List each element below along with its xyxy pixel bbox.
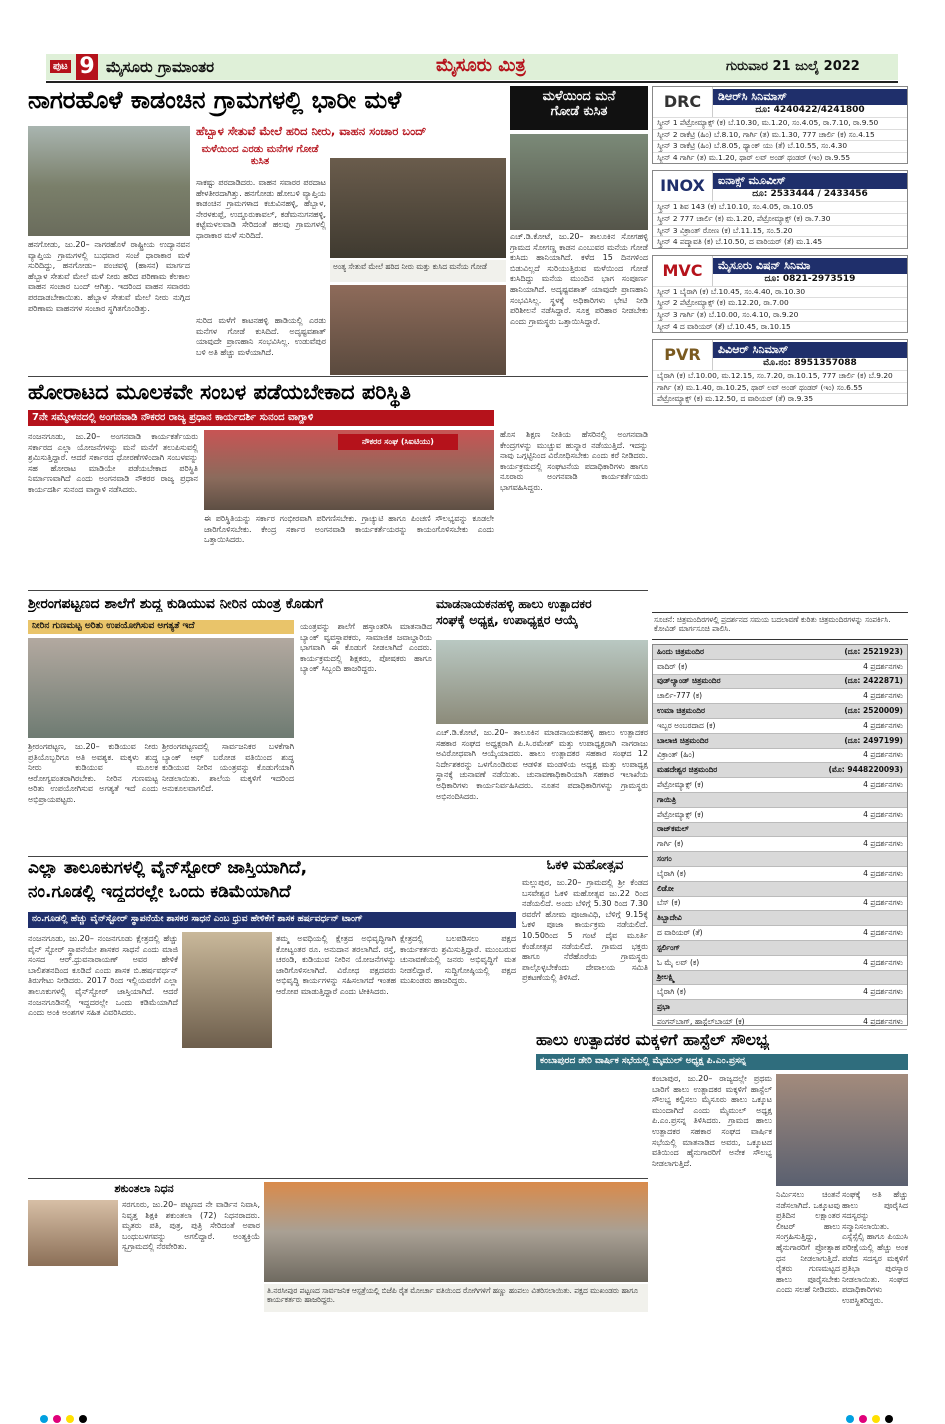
table-row — [653, 823, 907, 838]
showtime-row: ಸ್ಕ್ರೀನ್ 1 ಪೆಟ್ರೋಮ್ಯಾಕ್ಸ್ (ಕ) ಬೆ.10.30, ಮ.1.20, ಸಂ.4.05, ರಾ.7.10, ರಾ.9.50 — [653, 117, 907, 129]
story2-headline-box — [510, 86, 648, 130]
show-count: 4 ಪ್ರದರ್ಶನಗಳು — [863, 809, 903, 819]
theatre-phone: (ದೂ: 2520009) — [844, 706, 903, 716]
table-row — [653, 763, 907, 778]
table-row — [653, 941, 907, 956]
obituary-headline: ಶಕುಂತಲಾ ನಿಧನ — [114, 1182, 174, 1195]
table-row — [653, 971, 907, 986]
story4-body-right: ಯಂತ್ರವನ್ನು ಶಾಲೆಗೆ ಹಸ್ತಾಂತರಿಸಿ ಮಾತನಾಡಿದ ಬ್ಯಾಂಕ್ ವ್ಯವಸ್ಥಾಪಕರು, ಸಾಮಾಜಿಕ ಜವಾಬ್ದಾರಿಯ ಭಾಗವಾಗಿ ಈ ಕೊಡುಗೆ ನೀಡಲಾಗಿದೆ ಎಂದರು. ಕಾರ್ಯಕ್ರಮದಲ್ಲಿ ಶಿಕ್ಷಕರು, ಪೋಷಕರು ಹಾಗೂ ಬ್ಯಾಂಕ್ ಸಿಬ್ಬಂದಿ ಹಾಜರಿದ್ದರು. — [300, 622, 432, 674]
showtime-row: ಸ್ಕ್ರೀನ್ 1 ಶಿವ 143 (ಕ) ಬೆ.10.10, ಸಂ.4.05, ರಾ.10.05 — [653, 201, 907, 213]
story6-headline-line2: ನಂ.ಗೂಡಲ್ಲಿ ಇದ್ದದರಲ್ಲೇ ಒಂದು ಕಡಿಮೆಯಾಗಿದೆ — [28, 882, 291, 902]
table-row — [653, 704, 907, 719]
story7-body: ಮಲ್ಲುಪುರ, ಜು.20– ಗ್ರಾಮದಲ್ಲಿ ಶ್ರೀ ಕೆಂಡದ ಬಸವೇಶ್ವರ ಓಕಳಿ ಮಹೋತ್ಸವ ಜು.22 ರಿಂದ ನಡೆಯಲಿದೆ. ಅಂದು ಬೆಳಿಗ್ಗೆ 5.30 ರಿಂದ 7.30 ರವರೆಗೆ ಹೋಮ ಪೂಜಾವಿಧಿ, ಬೆಳಿಗ್ಗೆ 9.15ಕ್ಕೆ ಓಕಳಿ ಪೂಜಾ ಕಾರ್ಯಕ್ರಮ ನಡೆಯಲಿದೆ. 10.50ರಿಂದ 5 ಗಂಟೆ ದೈವ ಮೂರ್ತಿ ಕೆಂಡೋತ್ಸವ ನಡೆಯಲಿದೆ. ಗ್ರಾಮದ ಭಕ್ತರು ಹಾಗೂ ನೆರೆಹೊರೆಯ ಗ್ರಾಮಸ್ಥರು ಪಾಲ್ಗೊಳ್ಳಬೇಕೆಂದು ದೇವಾಲಯ ಸಮಿತಿ ಪ್ರಕಟಣೆಯಲ್ಲಿ ತಿಳಿಸಿದೆ. — [522, 878, 648, 983]
story1-subhead: ಹೆಬ್ಬಾಳ ಸೇತುವೆ ಮೇಲೆ ಹರಿದ ನೀರು, ವಾಹನ ಸಂಚಾರ ಬಂದ್ — [196, 124, 427, 138]
table-row — [653, 926, 907, 941]
theatre-phone: ದೂ: 2533444 / 2433456 — [752, 189, 868, 200]
story3-body-right: ಹೊಸ ಶಿಕ್ಷಣ ನೀತಿಯ ಹೆಸರಿನಲ್ಲಿ ಅಂಗನವಾಡಿ ಕೇಂದ್ರಗಳನ್ನು ಮುಚ್ಚುವ ಹುನ್ನಾರ ನಡೆಯುತ್ತಿದೆ. ಇದನ್ನು ನಾವು ಒಗ್ಗಟ್ಟಿನಿಂದ ವಿರೋಧಿಸಬೇಕು ಎಂದು ಕರೆ ನೀಡಿದರು. ಕಾರ್ಯಕ್ರಮದಲ್ಲಿ ಸಂಘಟನೆಯ ಪದಾಧಿಕಾರಿಗಳು ಹಾಗೂ ನೂರಾರು ಅಂಗನವಾಡಿ ಕಾರ್ಯಕರ್ತೆಯರು ಭಾಗವಹಿಸಿದ್ದರು. — [500, 430, 648, 492]
movie-title: ಬೆಸ್ (ಕ) — [657, 898, 681, 908]
showtime-row: ಸ್ಕ್ರೀನ್ 3 ರಾಕೆಟ್ರಿ (ಹಿಂ) ಬೆ.8.05, ಥ್ಯಾಂಕ್ ಯು (ತೆ) ಬೆ.10.55, ಸಂ.4.30 — [653, 140, 907, 152]
table-row — [653, 778, 907, 793]
theatre-logo: DRC — [653, 87, 713, 117]
theatre-phone: ದೂ: 4240422/4241800 — [755, 105, 865, 115]
theatre-logo: MVC — [653, 256, 713, 286]
table-row — [653, 645, 907, 660]
show-count: 4 ಪ್ರದರ್ಶನಗಳು — [863, 868, 903, 878]
theatre-name: ಮಹದೇಶ್ವರ ಚಿತ್ರಮಂದಿರ — [657, 765, 718, 775]
hospital-visit-photo — [264, 1182, 648, 1282]
table-row — [653, 852, 907, 867]
story8-headline: ಹಾಲು ಉತ್ಪಾದಕರ ಮಕ್ಕಳಿಗೆ ಹಾಸ್ಟೆಲ್ ಸೌಲಭ್ಯ — [536, 1030, 770, 1049]
story2-body: ಎಚ್.ಡಿ.ಕೋಟೆ, ಜು.20– ತಾಲೂಕಿನ ಸೋಗಹಳ್ಳಿ ಗ್ರಾಮದ ಸೋಗಣ್ಣ ಕಾಡನ ಎಂಬುವರ ಮನೆಯ ಗೋಡೆ ಕುಸಿದು ಹಾನಿಯಾಗಿದೆ. ಕಳೆದ 15 ದಿನಗಳಿಂದ ಬಿಡುವಿಲ್ಲದೆ ಸುರಿಯುತ್ತಿರುವ ಮಳೆಯಿಂದ ಗೋಡೆ ಕುಸಿದಿದ್ದು ಮನೆಯ ಮುಂದಿನ ಭಾಗ ಸಂಪೂರ್ಣ ಹಾನಿಯಾಗಿದೆ. ಅದೃಷ್ಟವಶಾತ್ ಯಾವುದೇ ಪ್ರಾಣಹಾನಿ ಸಂಭವಿಸಿಲ್ಲ. ಸ್ಥಳಕ್ಕೆ ಅಧಿಕಾರಿಗಳು ಭೇಟಿ ನೀಡಿ ಪರಿಶೀಲನೆ ನಡೆಸಿದ್ದಾರೆ. ಸೂಕ್ತ ಪರಿಹಾರ ನೀಡಬೇಕು ಎಂದು ಗ್ರಾಮಸ್ಥರು ಒತ್ತಾಯಿಸಿದ್ದಾರೆ. — [510, 232, 648, 326]
theatre-name: ಐನಾಕ್ಸ್ ಮೂವೀಸ್ — [713, 173, 907, 189]
obituary-body: ಸರಗೂರು, ಜು.20– ಪಟ್ಟಣದ ನೇ ವಾರ್ಡಿನ ನಿವಾಸಿ, ನಿವೃತ್ತ ಶಿಕ್ಷಕಿ ಶಕುಂತಲಾ (72) ನಿಧನರಾದರು. ಮೃತರು ಪತಿ, ಪುತ್ರ, ಪುತ್ರಿ ಸೇರಿದಂತೆ ಅಪಾರ ಬಂಧುಬಳಗವನ್ನು ಅಗಲಿದ್ದಾರೆ. ಅಂತ್ಯಕ್ರಿಯೆ ಸ್ವಗ್ರಾಮದಲ್ಲಿ ನೆರವೇರಿತು. — [122, 1200, 260, 1252]
story5-body: ಎಚ್.ಡಿ.ಕೋಟೆ, ಜು.20– ತಾಲೂಕಿನ ಮಾಡನಾಯಕನಹಳ್ಳಿ ಹಾಲು ಉತ್ಪಾದಕರ ಸಹಕಾರ ಸಂಘದ ಅಧ್ಯಕ್ಷರಾಗಿ ಪಿ.ಸಿ.ರಮೇಶ್ ಮತ್ತು ಉಪಾಧ್ಯಕ್ಷರಾಗಿ ನಾಗರಾಜು ಅವಿರೋಧವಾಗಿ ಆಯ್ಕೆಯಾದರು. ಹಾಲು ಉತ್ಪಾದಕರ ಸಹಕಾರ ಸಂಘದ 12 ನಿರ್ದೇಶಕರನ್ನು ಒಳಗೊಂಡಿರುವ ಆಡಳಿತ ಮಂಡಳಿಯ ಅಧ್ಯಕ್ಷ ಮತ್ತು ಉಪಾಧ್ಯಕ್ಷ ಸ್ಥಾನಕ್ಕೆ ಚುನಾವಣೆ ನಡೆಯಿತು. ಚುನಾವಣಾಧಿಕಾರಿಯಾಗಿ ಸಹಕಾರ ಇಲಾಖೆಯ ಅಧಿಕಾರಿಗಳು ಕಾರ್ಯನಿರ್ವಹಿಸಿದರು. ನೂತನ ಪದಾಧಿಕಾರಿಗಳನ್ನು ಗ್ರಾಮಸ್ಥರು ಅಭಿನಂದಿಸಿದರು. — [436, 728, 648, 801]
show-count: 4 ಪ್ರದರ್ಶನಗಳು — [863, 750, 903, 760]
movie-title: ದ ವಾರಿಯರ್ (ತೆ) — [657, 928, 703, 938]
story4-subhead: ನೀರಿನ ಗುಣಮಟ್ಟ ಅರಿತು ಉಪಯೋಗಿಸುವ ಅಗತ್ಯತೆ ಇದೆ — [28, 620, 294, 634]
theatre-name: ಪ್ರಭಾ — [657, 1002, 670, 1012]
story9-caption: ತಿ.ನರಸೀಪುರ ಪಟ್ಟಣದ ಸಾರ್ವಜನಿಕ ಆಸ್ಪತ್ರೆಯಲ್ಲಿ ಬಿಜೆಪಿ ರೈತ ಮೋರ್ಚಾ ವತಿಯಿಂದ ರೋಗಿಗಳಿಗೆ ಹಣ್ಣು ಹಂಪಲು ವಿತರಿಸಲಾಯಿತು. ಪಕ್ಷದ ಮುಖಂಡರು ಹಾಗೂ ಕಾರ್ಯಕರ್ತರು ಹಾಜರಿದ್ದರು. — [264, 1284, 648, 1312]
showtime-row: ಸ್ಕ್ರೀನ್ 2 777 ಚಾರ್ಲಿ (ಕ) ಮ.1.20, ಪೆಟ್ರೋಮ್ಯಾಕ್ಸ್ (ಕ) ರಾ.7.30 — [653, 213, 907, 225]
divider — [28, 856, 648, 857]
story1-headline: ನಾಗರಹೊಳೆ ಕಾಡಂಚಿನ ಗ್ರಾಮಗಳಲ್ಲಿ ಭಾರೀ ಮಳೆ — [28, 86, 402, 114]
story5-headline-line2: ಸಂಘಕ್ಕೆ ಅಧ್ಯಕ್ಷ, ಉಪಾಧ್ಯಕ್ಷರ ಆಯ್ಕೆ — [436, 612, 579, 627]
movie-title: ಚಾರ್ಲಿ-777 (ಕ) — [657, 691, 703, 701]
theatre-phone: ಮೊ.ನಂ: 8951357088 — [763, 358, 857, 369]
show-count: 4 ಪ್ರದರ್ಶನಗಳು — [863, 720, 903, 730]
theatre-phone: (ಮೊ: 9448220093) — [828, 765, 903, 775]
collapsed-house-photo-2 — [330, 285, 506, 375]
story7-headline: ಓಕಳಿ ಮಹೋತ್ಸವ — [546, 858, 624, 873]
showtime-row: ಸ್ಕ್ರೀನ್ 1 ಬೈರಾಗಿ (ಕ) ಬೆ.10.45, ಸಂ.4.40, ರಾ.10.30 — [653, 286, 907, 298]
story1-photo-caption: ಅಂತ್ಯ ಸೇತುವೆ ಮೇಲೆ ಹರಿದ ನೀರು ಮತ್ತು ಕುಸಿದ ಮನೆಯ ಗೋಡೆ — [330, 260, 506, 282]
showtime-row: ಸ್ಕ್ರೀನ್ 3 ವಿಕ್ರಾಂತ್ ರೋಣ (ಕ) ಬೆ.11.15, ಸಂ.5.20 — [653, 225, 907, 237]
divider — [28, 590, 648, 591]
story3-headline: ಹೋರಾಟದ ಮೂಲಕವೇ ಸಂಬಳ ಪಡೆಯಬೇಕಾದ ಪರಿಸ್ಥಿತಿ — [28, 380, 411, 404]
theatre-name: ಮೈಸೂರು ವಿಷನ್ ಸಿನಿಮಾ — [713, 258, 907, 274]
theatre-phone: (ದೂ: 2422871) — [844, 676, 903, 686]
story8-body-mid: ನಿರ್ಮಿಸಲು ಚಿಂತನೆ ನಡೆಸಲಾಗಿದೆ. ಒಕ್ಕೂಟವು ಪ್ರತಿದಿನ ಲಕ್ಷಾಂತರ ಲೀಟರ್ ಹಾಲು ಸಂಗ್ರಹಿಸುತ್ತಿದ್ದು, ಹೈನುಗಾರರಿಗೆ ಪ್ರೋತ್ಸಾಹ ಧನ ನೀಡಲಾಗುತ್ತಿದೆ. ರೈತರು ಗುಣಮಟ್ಟದ ಹಾಲು ಪೂರೈಸಬೇಕು ಎಂದು ಸಲಹೆ ನೀಡಿದರು. — [776, 1190, 840, 1295]
divider — [28, 1178, 648, 1179]
table-row — [653, 1015, 907, 1030]
showtime-row: ಸ್ಕ್ರೀನ್ 4 ದ ವಾರಿಯರ್ (ತೆ) ಬೆ.10.45, ರಾ.10.15 — [653, 321, 907, 333]
story3-body-mid: ಈ ಪರಿಸ್ಥಿತಿಯನ್ನು ಸರ್ಕಾರ ಗಂಭೀರವಾಗಿ ಪರಿಗಣಿಸಬೇಕು. ಗ್ರಾಚ್ಯುಟಿ ಹಾಗೂ ಪಿಂಚಣಿ ಸೌಲಭ್ಯವನ್ನು ಕೂಡಲೇ ಜಾರಿಗೊಳಿಸಬೇಕು. ಕೇಂದ್ರ ಸರ್ಕಾರ ಅಂಗನವಾಡಿ ಕಾರ್ಯಕರ್ತೆಯರನ್ನು ಕಾಯಂಗೊಳಿಸಬೇಕು ಎಂದು ಒತ್ತಾಯಿಸಿದರು. — [204, 514, 494, 545]
table-row — [653, 689, 907, 704]
story6-body-right: ಕ್ಷೇತ್ರದಲ್ಲಿ ಬಲಪಡಿಸಲು ಪಕ್ಷದ ಕಾರ್ಯಕರ್ತರು ಶ್ರಮಿಸುತ್ತಿದ್ದಾರೆ. ಮುಂಬರುವ ಚುನಾವಣೆಯಲ್ಲಿ ಜನರು ಅಭಿವೃದ್ಧಿಗೆ ಮತ ನೀಡಲಿದ್ದಾರೆ. ಸುದ್ದಿಗೋಷ್ಠಿಯಲ್ಲಿ ಪಕ್ಷದ ಮುಖಂಡರು ಹಾಜರಿದ್ದರು. — [400, 934, 516, 986]
showtime-row: ಸ್ಕ್ರೀನ್ 2 ಪೆಟ್ರೋಮ್ಯಾಕ್ಸ್ (ಕ) ಮ.12.20, ರಾ.7.00 — [653, 297, 907, 309]
table-row — [653, 808, 907, 823]
story1-body-mid: ಸಾಕಷ್ಟು ಪರದಾಡಿದರು. ವಾಹನ ಸವಾರರ ಪರದಾಟ ಹೇಳತೀರದಾಗಿತ್ತು. ಹನಗೋಡು ಹೋಬಳಿ ವ್ಯಾಪ್ತಿಯ ಕಾಡಂಚಿನ ಗ್ರಾಮಗಳಾದ ಕಚುವಿನಹಳ್ಳಿ, ಹೆಬ್ಬಾಳ, ನೇರಳಕುಪ್ಪೆ, ಉದ್ದೂರುಕಾವಲ್, ಕಡೆಮನುಗನಹಳ್ಳಿ, ಕಟ್ಟೆಮಳಲವಾಡಿ ಸೇರಿದಂತೆ ಹಲವು ಗ್ರಾಮಗಳಲ್ಲಿ ಧಾರಾಕಾರ ಮಳೆ ಸುರಿದಿದೆ. — [196, 178, 326, 240]
theatre-name: ತಿಬ್ಬಾದೇವಿ — [657, 913, 682, 923]
show-count: 4 ಪ್ರದರ್ಶನಗಳು — [863, 691, 903, 701]
table-row — [653, 719, 907, 734]
show-count: 4 ಪ್ರದರ್ಶನಗಳು — [863, 898, 903, 908]
story3-body-left: ನಂಜನಗೂಡು, ಜು.20– ಅಂಗನವಾಡಿ ಕಾರ್ಯಕರ್ತೆಯರು ಸರ್ಕಾರದ ಎಲ್ಲಾ ಯೋಜನೆಗಳನ್ನು ಮನೆ ಮನೆಗೆ ತಲುಪಿಸುವಲ್ಲಿ ಶ್ರಮಿಸುತ್ತಿದ್ದಾರೆ. ಆದರೆ ಸರ್ಕಾರದ ಧೋರಣೆಗಳಿಂದಾಗಿ ಸಂಬಳವನ್ನು ಸಹ ಹೋರಾಟ ಮಾಡಿಯೇ ಪಡೆಯಬೇಕಾದ ಪರಿಸ್ಥಿತಿ ನಿರ್ಮಾಣವಾಗಿದೆ ಎಂದು ಅಂಗನವಾಡಿ ನೌಕರರ ರಾಜ್ಯ ಪ್ರಧಾನ ಕಾರ್ಯದರ್ಶಿ ಸುನಂದ ವಾಗ್ದಾಳಿ ನಡೆಸಿದರು. — [28, 432, 198, 494]
edition-date: ಗುರುವಾರ 21 ಜುಲೈ 2022 — [726, 59, 860, 74]
theatre-name: ಸ್ಟರ್ಲಿಂಗ್ — [657, 942, 680, 952]
collapsed-house-photo-1 — [330, 158, 506, 258]
movie-title: ಪಂಗನ್‌ಬಾಗ್, ಹಾಸ್ಟೆಲ್‌ಬಾಯ್ (ಕ) — [657, 1016, 745, 1026]
table-row — [653, 867, 907, 882]
showtime-row: ಸ್ಕ್ರೀನ್ 4 ಗಾರ್ಗಿ (ತ) ಮ.1.20, ಥಾರ್ ಲವ್ ಅಂಡ್ ಥಂಡರ್ (ಇಂ) ರಾ.9.55 — [653, 152, 907, 164]
table-row — [653, 911, 907, 926]
theatre-header — [653, 340, 907, 370]
theatre-header — [653, 256, 907, 286]
house-collapse-photo — [510, 134, 648, 230]
movie-title: ವಾದಿರ್ (ಕ) — [657, 661, 688, 671]
movie-title: ಬೈರಾಗಿ (ಕ) — [657, 987, 687, 997]
theatre-block — [652, 255, 908, 333]
story6-subhead: ನಂ.ಗೂಡಲ್ಲಿ ಹೆಚ್ಚು ವೈನ್‌ಸ್ಟೋರ್ ಸ್ಥಾಪನೆಯೇ ಶಾಸಕರ ಸಾಧನೆ ಎಂಬ ಧ್ರುವ ಹೇಳಿಕೆಗೆ ಶಾಸಕ ಹರ್ಷವರ್ಧನ್ ಟಾಂಗ್ — [28, 912, 516, 928]
showtime-row: ಗಾರ್ಗಿ (ತ) ಮ.1.40, ರಾ.10.25, ಥಾರ್ ಲವ್ ಅಂಡ್ ಥಂಡರ್ (ಇಂ) ಸಂ.6.55 — [653, 382, 907, 394]
movie-title: ಪೆಟ್ರೋಮ್ಯಾಕ್ಸ್ (ಕ) — [657, 809, 704, 819]
story3-subhead: 7ನೇ ಸಮ್ಮೇಳನದಲ್ಲಿ ಅಂಗನವಾಡಿ ನೌಕರರ ರಾಜ್ಯ ಪ್ರಧಾನ ಕಾರ್ಯದರ್ಶಿ ಸುನಂದ ವಾಗ್ದಾಳಿ — [28, 410, 494, 426]
show-count: 4 ಪ್ರದರ್ಶನಗಳು — [863, 1016, 903, 1026]
story8-body-right: ಸಂಘಕ್ಕೆ ಅತಿ ಹೆಚ್ಚು ಹಾಲು ಪೂರೈಸಿದ ಸದಸ್ಯರನ್ನು ಸನ್ಮಾನಿಸಲಾಯಿತು. ಎಸ್ಸೆಸ್ಸೆಲ್ಸಿ ಹಾಗೂ ಪಿಯುಸಿ ಪರೀಕ್ಷೆಯಲ್ಲಿ ಹೆಚ್ಚು ಅಂಕ ಪಡೆದ ಸದಸ್ಯರ ಮಕ್ಕಳಿಗೆ ಪ್ರತಿಭಾ ಪುರಸ್ಕಾರ ನೀಡಲಾಯಿತು. ಸಂಘದ ಪದಾಧಿಕಾರಿಗಳು ಉಪಸ್ಥಿತರಿದ್ದರು. — [842, 1190, 908, 1305]
theatre-name: ಹಿಂದು ಚಿತ್ರಮಂದಿರ — [657, 646, 704, 656]
registration-marks — [846, 1408, 906, 1418]
theatre-name: ಪಿವಿಆರ್ ಸಿನಿಮಾಸ್ — [713, 342, 907, 358]
story4-body-left: ಶ್ರೀರಂಗಪಟ್ಟಣ, ಜು.20– ಕುಡಿಯುವ ನೀರು ಪ್ರತಿಯೊಬ್ಬರಿಗೂ ಅತಿ ಅವಶ್ಯಕ. ಮಕ್ಕಳು ಶುದ್ಧ ನೀರು ಕುಡಿಯುವ ಮೂಲಕ ಆರೋಗ್ಯವಂತರಾಗಿರಬೇಕು. ನೀರಿನ ಗುಣಮಟ್ಟ ಅರಿತು ಉಪಯೋಗಿಸುವ ಅಗತ್ಯತೆ ಇದೆ ಎಂದು ಅಭಿಪ್ರಾಯಪಟ್ಟರು. — [28, 742, 158, 804]
story1-body-left: ಹನಗೋಡು, ಜು.20– ನಾಗರಹೊಳೆ ರಾಷ್ಟ್ರೀಯ ಉದ್ಯಾನವನ ವ್ಯಾಪ್ತಿಯ ಗ್ರಾಮಗಳಲ್ಲಿ ಬುಧವಾರ ಸಂಜೆ ಧಾರಾಕಾರ ಮಳೆ ಸುರಿದಿದ್ದು, ಹನಗೋಡು– ಪಂಚವಳ್ಳಿ (ಹಾಸನ) ಮಾರ್ಗದ ಹೆಬ್ಬಾಳ ಸೇತುವೆ ಮೇಲೆ ಮಳೆ ನೀರು ಹರಿದ ಪರಿಣಾಮ ಕೆಲಕಾಲ ವಾಹನ ಸಂಚಾರ ಬಂದ್ ಆಗಿತ್ತು. ಇದರಿಂದ ವಾಹನ ಸವಾರರು ಪರದಾಡಬೇಕಾಯಿತು. ಹೆಬ್ಬಾಳ ಸೇತುವೆ ಮೇಲೆ ನೀರು ನುಗ್ಗಿದ ಪರಿಣಾಮ ವಾಹನಗಳ ಸಂಚಾರ ಸ್ಥಗಿತಗೊಂಡಿತ್ತು. — [28, 240, 190, 313]
meeting-banner: ನೌಕರರ ಸಂಘ (ಸಿಐಟಿಯು) — [338, 434, 458, 450]
section-name: ಮೈಸೂರು ಗ್ರಾಮಾಂತರ — [106, 58, 215, 76]
cinema-note: ಸೂಚನೆ: ಚಿತ್ರಮಂದಿರಗಳಲ್ಲಿ ಪ್ರದರ್ಶನದ ಸಮಯ ಬದಲಾವಣೆ ಕುರಿತು ಚಿತ್ರಮಂದಿರಗಳನ್ನು ಸಂಪರ್ಕಿಸಿ. ಕೋವಿಡ್ ಮಾರ್ಗಸೂಚಿ ಪಾಲಿಸಿ. — [652, 612, 908, 640]
theatre-table — [652, 644, 908, 1026]
theatre-logo: PVR — [653, 340, 713, 370]
story1-inset-title: ಮಳೆಯಿಂದ ಎರಡು ಮನೆಗಳ ಗೋಡೆ ಕುಸಿತ — [201, 144, 319, 167]
table-row — [653, 956, 907, 971]
movie-title: ಇಬ್ಬರ ಅಂಬರದಾದ (ಕ) — [657, 720, 716, 730]
show-count: 4 ಪ್ರದರ್ಶನಗಳು — [863, 928, 903, 938]
showtime-row: ಬೈರಾಗಿ (ಕ) ಬೆ.10.00, ಮ.12.15, ಸಂ.7.20, ರಾ.10.15, 777 ಚಾರ್ಲಿ (ಕ) ಬೆ.9.20 — [653, 370, 907, 382]
masthead-rule — [46, 81, 898, 83]
movie-title: ಗಾರ್ಗಿ (ಕ) — [657, 839, 684, 849]
milk-society-photo — [436, 640, 648, 724]
table-row — [653, 882, 907, 897]
movie-title: ಪೆಟ್ರೋಮ್ಯಾಕ್ಸ್ (ಕ) — [657, 780, 704, 790]
showtime-row: ಸ್ಕ್ರೀನ್ 4 ಪದ್ಮಾವತಿ (ಕ) ಬೆ.10.50, ದ ವಾರಿಯರ್ (ತೆ) ಮ.1.45 — [653, 236, 907, 248]
page-label: ಪುಟ — [50, 60, 71, 73]
show-count: 4 ಪ್ರದರ್ಶನಗಳು — [863, 661, 903, 671]
story5-headline-line1: ಮಾಡನಾಯಕನಹಳ್ಳಿ ಹಾಲು ಉತ್ಪಾದಕರ — [436, 596, 592, 611]
story8-body-left: ಕಂಬಾಪುರ, ಜು.20– ರಾಜ್ಯದಲ್ಲೇ ಪ್ರಥಮ ಬಾರಿಗೆ ಹಾಲು ಉತ್ಪಾದಕರ ಮಕ್ಕಳಿಗೆ ಹಾಸ್ಟೆಲ್ ಸೌಲಭ್ಯ ಕಲ್ಪಿಸಲು ಮೈಸೂರು ಹಾಲು ಒಕ್ಕೂಟ ಮುಂದಾಗಿದೆ ಎಂದು ಮೈಮುಲ್ ಅಧ್ಯಕ್ಷ ಪಿ.ಎಂ.ಪ್ರಸನ್ನ ತಿಳಿಸಿದರು. ಗ್ರಾಮದ ಹಾಲು ಉತ್ಪಾದಕರ ಸಹಕಾರ ಸಂಘದ ವಾರ್ಷಿಕ ಸಭೆಯಲ್ಲಿ ಮಾತನಾಡಿದ ಅವರು, ಒಕ್ಕೂಟದ ವತಿಯಿಂದ ಹೈನುಗಾರರಿಗೆ ಅನೇಕ ಸೌಲಭ್ಯ ನೀಡಲಾಗುತ್ತಿದೆ. — [652, 1074, 772, 1168]
paper-name: ಮೈಸೂರು ಮಿತ್ರ — [436, 55, 526, 76]
show-count: 4 ಪ್ರದರ್ಶನಗಳು — [863, 987, 903, 997]
anganwadi-meeting-photo — [204, 430, 494, 510]
page-number: 9 — [76, 54, 98, 80]
masthead — [46, 54, 898, 80]
theatre-name: ಶ್ರೀಲಕ್ಷ್ಮಿ — [657, 972, 675, 982]
theatre-name: ಉಮಾ ಚಿತ್ರಮಂದಿರ — [657, 706, 705, 716]
story6-body-mid: ತಮ್ಮ ಅವಧಿಯಲ್ಲಿ ಕ್ಷೇತ್ರದ ಅಭಿವೃದ್ಧಿಗಾಗಿ ಕೋಟ್ಯಂತರ ರೂ. ಅನುದಾನ ತರಲಾಗಿದೆ. ರಸ್ತೆ, ಚರಂಡಿ, ಕುಡಿಯುವ ನೀರಿನ ಯೋಜನೆಗಳನ್ನು ಜಾರಿಗೊಳಿಸಲಾಗಿದೆ. ವಿರೋಧ ಪಕ್ಷದವರು ಅಭಿವೃದ್ಧಿ ಕಾರ್ಯಗಳನ್ನು ಸಹಿಸಲಾಗದೆ ಇಂತಹ ಆರೋಪ ಮಾಡುತ್ತಿದ್ದಾರೆ ಎಂದು ಟೀಕಿಸಿದರು. — [276, 934, 396, 996]
movie-title: ಓ ಮೈ ಲವ್ (ಕ) — [657, 957, 700, 967]
theatre-block — [652, 86, 908, 164]
showtime-row: ಸ್ಕ್ರೀನ್ 2 ರಾಕೆಟ್ರಿ (ಹಿಂ) ಬೆ.8.10, ಗಾರ್ಗಿ (ತ) ಮ.1.30, 777 ಚಾರ್ಲಿ (ಕ) ಸಂ.4.15 — [653, 129, 907, 141]
obituary-photo — [28, 1200, 118, 1266]
movie-title: ಬೈರಾಗಿ (ಕ) — [657, 868, 687, 878]
theatre-phone: (ದೂ: 2497199) — [844, 735, 903, 745]
table-row — [653, 675, 907, 690]
showtime-row: ಸ್ಕ್ರೀನ್ 3 ಗಾರ್ಗಿ (ತ) ಬೆ.10.00, ಸಂ.4.10, ರಾ.9.20 — [653, 309, 907, 321]
table-row — [653, 660, 907, 675]
theatre-name: ವುಡ್‌ಲ್ಯಾಂಡ್ ಚಿತ್ರಮಂದಿರ — [657, 676, 721, 686]
story4-headline: ಶ್ರೀರಂಗಪಟ್ಟಣದ ಶಾಲೆಗೆ ಶುದ್ಧ ಕುಡಿಯುವ ನೀರಿನ ಯಂತ್ರ ಕೊಡುಗೆ — [28, 596, 324, 612]
theatre-name: ಸಂಗಂ — [657, 854, 672, 864]
table-row — [653, 837, 907, 852]
theatre-name: ಲಿಡೋ — [657, 883, 674, 893]
table-row — [653, 749, 907, 764]
theatre-block — [652, 339, 908, 406]
show-count: 4 ಪ್ರದರ್ಶನಗಳು — [863, 839, 903, 849]
table-row — [653, 985, 907, 1000]
story8-subhead: ಕಂಬಾಪುರದ ಡೇರಿ ವಾರ್ಷಿಕ ಸಭೆಯಲ್ಲಿ ಮೈಮುಲ್ ಅಧ್ಯಕ್ಷ ಪಿ.ಎಂ.ಪ್ರಸನ್ನ — [536, 1054, 908, 1070]
theatre-header — [653, 171, 907, 201]
water-machine-photo — [28, 638, 294, 738]
theatre-name: ಗಾಯಿತ್ರಿ — [657, 794, 677, 804]
story4-body-mid: ಶ್ರೀರಂಗಪಟ್ಟಣದಲ್ಲಿ ಸಾರ್ವಜನಿಕರ ಬಳಕೆಗಾಗಿ ಬ್ಯಾಂಕ್ ಆಫ್ ಬರೋಡ ವತಿಯಿಂದ ಶುದ್ಧ ಕುಡಿಯುವ ನೀರಿನ ಯಂತ್ರವನ್ನು ಕೊಡುಗೆಯಾಗಿ ನೀಡಲಾಯಿತು. ಶಾಲೆಯ ಮಕ್ಕಳಿಗೆ ಇದರಿಂದ ಅನುಕೂಲವಾಗಲಿದೆ. — [162, 742, 294, 794]
mla-photo — [182, 932, 272, 1048]
table-row — [653, 897, 907, 912]
theatre-header — [653, 87, 907, 117]
story5-headline-box — [436, 596, 648, 638]
showtime-row: ಪೆಟ್ರೋಮ್ಯಾಕ್ಸ್ (ಕ) ಮ.12.50, ದ ವಾರಿಯರ್ (ತೆ) ರಾ.9.35 — [653, 393, 907, 405]
theatre-name: ರಾಜ್‌ಕಮಲ್ — [657, 824, 689, 834]
theatre-name: ಡಿಆರ್‌ಸಿ ಸಿನಿಮಾಸ್ — [713, 89, 907, 105]
theatre-phone: ದೂ: 0821-2973519 — [764, 273, 856, 284]
table-row — [653, 734, 907, 749]
registration-marks — [40, 1408, 100, 1418]
theatre-logo: INOX — [653, 171, 713, 201]
story6-body-left: ನಂಜನಗೂಡು, ಜು.20– ನಂಜನಗೂಡು ಕ್ಷೇತ್ರದಲ್ಲಿ ಹೆಚ್ಚು ವೈನ್ ಸ್ಟೋರ್ ಸ್ಥಾಪನೆಯೇ ಶಾಸಕರ ಸಾಧನೆ ಎಂದು ಮಾಜಿ ಸಂಸದ ಆರ್.ಧ್ರುವನಾರಾಯಣ್ ಅವರ ಹೇಳಿಕೆ ಬಾಲಿಶತನದಿಂದ ಕೂಡಿದೆ ಎಂದು ಶಾಸಕ ಬಿ.ಹರ್ಷವರ್ಧನ್ ತಿರುಗೇಟು ನೀಡಿದರು. 2017 ರಿಂದ ಇಲ್ಲಿಯವರೆಗೆ ಎಲ್ಲಾ ತಾಲೂಕುಗಳಲ್ಲಿ ವೈನ್‌ಸ್ಟೋರ್ ಜಾಸ್ತಿಯಾಗಿದೆ. ಆದರೆ ನಂಜನಗೂಡಿನಲ್ಲಿ ಇದ್ದದರಲ್ಲೇ ಒಂದು ಕಡಿಮೆಯಾಗಿದೆ ಎಂದು ಅಂಕಿ ಅಂಶಗಳ ಸಹಿತ ವಿವರಿಸಿದರು. — [28, 934, 178, 1018]
table-row — [653, 793, 907, 808]
divider — [28, 376, 648, 377]
dairy-meeting-photo — [776, 1074, 908, 1186]
theatre-name: ಬಾಲಾಜಿ ಚಿತ್ರಮಂದಿರ — [657, 735, 709, 745]
story2-headline-line1: ಮಳೆಯಿಂದ ಮನೆ — [542, 89, 616, 104]
show-count: 4 ಪ್ರದರ್ಶನಗಳು — [863, 780, 903, 790]
show-count: 4 ಪ್ರದರ್ಶನಗಳು — [863, 957, 903, 967]
story2-headline-line2: ಗೋಡೆ ಕುಸಿತ — [550, 104, 608, 119]
theatre-list — [652, 86, 908, 606]
flood-photo — [28, 126, 190, 236]
theatre-block — [652, 170, 908, 248]
story1-body-inset: ಸುರಿದ ಮಳೆಗೆ ಕಾಟನಹಳ್ಳಿ ಹಾಡಿಯಲ್ಲಿ ಎರಡು ಮನೆಗಳ ಗೋಡೆ ಕುಸಿದಿದೆ. ಅದೃಷ್ಟವಶಾತ್ ಯಾವುದೇ ಪ್ರಾಣಹಾನಿ ಸಂಭವಿಸಿಲ್ಲ. ಉಡುವೆಪುರ ಬಳಿ ಅತಿ ಹೆಚ್ಚು ಮಳೆಯಾಗಿದೆ. — [196, 316, 326, 357]
story6-headline-line1: ಎಲ್ಲಾ ತಾಲೂಕುಗಳಲ್ಲಿ ವೈನ್‌ಸ್ಟೋರ್ ಜಾಸ್ತಿಯಾಗಿದೆ, — [28, 858, 308, 878]
theatre-phone: (ದೂ: 2521923) — [844, 646, 903, 656]
table-row — [653, 1000, 907, 1015]
movie-title: ವಿಕ್ರಾಂತ್ (ಹಿಂ) — [657, 750, 695, 760]
